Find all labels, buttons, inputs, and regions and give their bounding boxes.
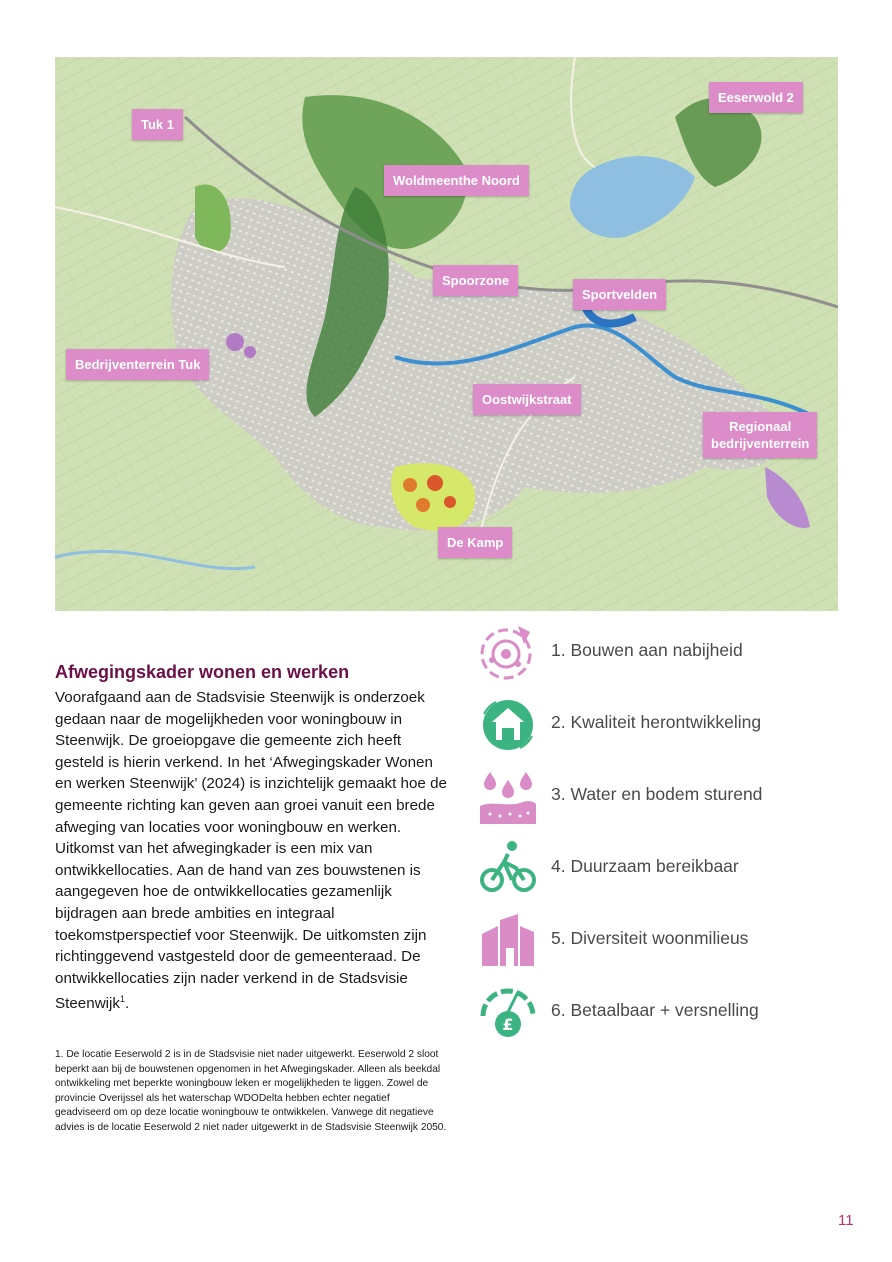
proximity-icon bbox=[478, 622, 538, 682]
euro-speed-icon bbox=[478, 982, 538, 1042]
map-label-de-kamp[interactable]: De Kamp bbox=[438, 527, 512, 558]
house-cycle-icon bbox=[478, 694, 538, 754]
map-label-oostwijkstraat[interactable]: Oostwijkstraat bbox=[473, 384, 581, 415]
footnote-reference[interactable]: 1 bbox=[120, 994, 126, 1005]
cyclist-icon bbox=[478, 838, 538, 898]
pillar-1-label: 1. Bouwen aan nabijheid bbox=[551, 640, 743, 660]
map-label-tuk-1[interactable]: Tuk 1 bbox=[132, 109, 183, 140]
pillar-2-label: 2. Kwaliteit herontwikkeling bbox=[551, 712, 762, 732]
pillar-4 bbox=[478, 838, 838, 898]
buildings-icon bbox=[478, 910, 538, 970]
pillar-3-label: 3. Water en bodem sturend bbox=[551, 784, 763, 804]
section-heading: Afwegingskader wonen en werken bbox=[55, 662, 350, 682]
pillar-6 bbox=[478, 982, 838, 1042]
map-label-bedrijventerrein-tuk[interactable]: Bedrijventerrein Tuk bbox=[66, 349, 209, 380]
pillar-4-label: 4. Duurzaam bereikbaar bbox=[551, 856, 739, 876]
body-text-end: . bbox=[125, 995, 130, 1013]
body-paragraph bbox=[55, 687, 447, 1015]
pillar-6-label: 6. Betaalbaar + versnelling bbox=[551, 1000, 759, 1020]
water-soil-icon bbox=[478, 766, 538, 826]
pillar-5-label: 5. Diversiteit woonmilieus bbox=[551, 928, 749, 948]
masterplan-map bbox=[55, 57, 838, 611]
map-label-sportvelden[interactable]: Sportvelden bbox=[573, 279, 666, 310]
body-text: Voorafgaand aan de Stadsvisie Steenwijk is onderzoek gedaan naar de mogelijkheden voor woningbouw in Steenwijk. De groeiopgave die gemeente zich heeft gesteld is hierin verkend. In het ‘Afwegingskader Wonen en werken Steenwijk’ (2024) is inzichtelijk gemaakt hoe de gemeente richting kan geven aan groei vanuit een brede afweging van locaties voor woningbouw en werken. Uitkomst van het afwegingkader is een mix van ontwikkellocaties. Aan de hand van zes bouwstenen is aangegeven hoe de ontwikkellocaties gezamenlijk bijdragen aan brede ambities en integraal toekomstperspectief voor Steenwijk. De uitkomsten zijn richtinggevend vastgesteld door de gemeenteraad. De ontwikkellocaties zijn nader verkend in de Stadsvisie Steenwijk bbox=[55, 689, 447, 1013]
map-label-spoorzone[interactable]: Spoorzone bbox=[433, 265, 518, 296]
pillar-1 bbox=[478, 622, 838, 682]
page-number: 11 bbox=[838, 1212, 854, 1229]
pillar-2 bbox=[478, 694, 838, 754]
map-label-eeserwold-2[interactable]: Eeserwold 2 bbox=[709, 82, 803, 113]
pillar-3 bbox=[478, 766, 838, 826]
map-label-woldmeenthe-noord[interactable]: Woldmeenthe Noord bbox=[384, 165, 529, 196]
map-label-regionaal-line2: bedrijventerrein bbox=[711, 436, 810, 451]
svg-text:£: £ bbox=[502, 1015, 514, 1034]
footnote: 1. De locatie Eeserwold 2 is in de Stadsvisie niet nader uitgewerkt. Eeserwold 2 sloot beperkt aan bij de bouwstenen opgenomen in het Afwegingskader. Alleen als beekdal ontwikkeling met beperkte woningbouw leken er mogelijkheden te liggen. Zowel de provincie Overijssel als het waterschap WDODelta hebben echter negatief geadviseerd om op deze locatie woningbouw te ontwikkelen. Vanwege dit negatieve advies is de locatie Eeserwold 2 niet nader uitgewerkt in de Stadsvisie Steenwijk 2050. bbox=[55, 1049, 447, 1133]
map-label-regionaal-bedrijventerrein[interactable] bbox=[703, 412, 817, 458]
map-label-regionaal-line1: Regionaal bbox=[729, 419, 792, 434]
pillar-5 bbox=[478, 910, 838, 970]
